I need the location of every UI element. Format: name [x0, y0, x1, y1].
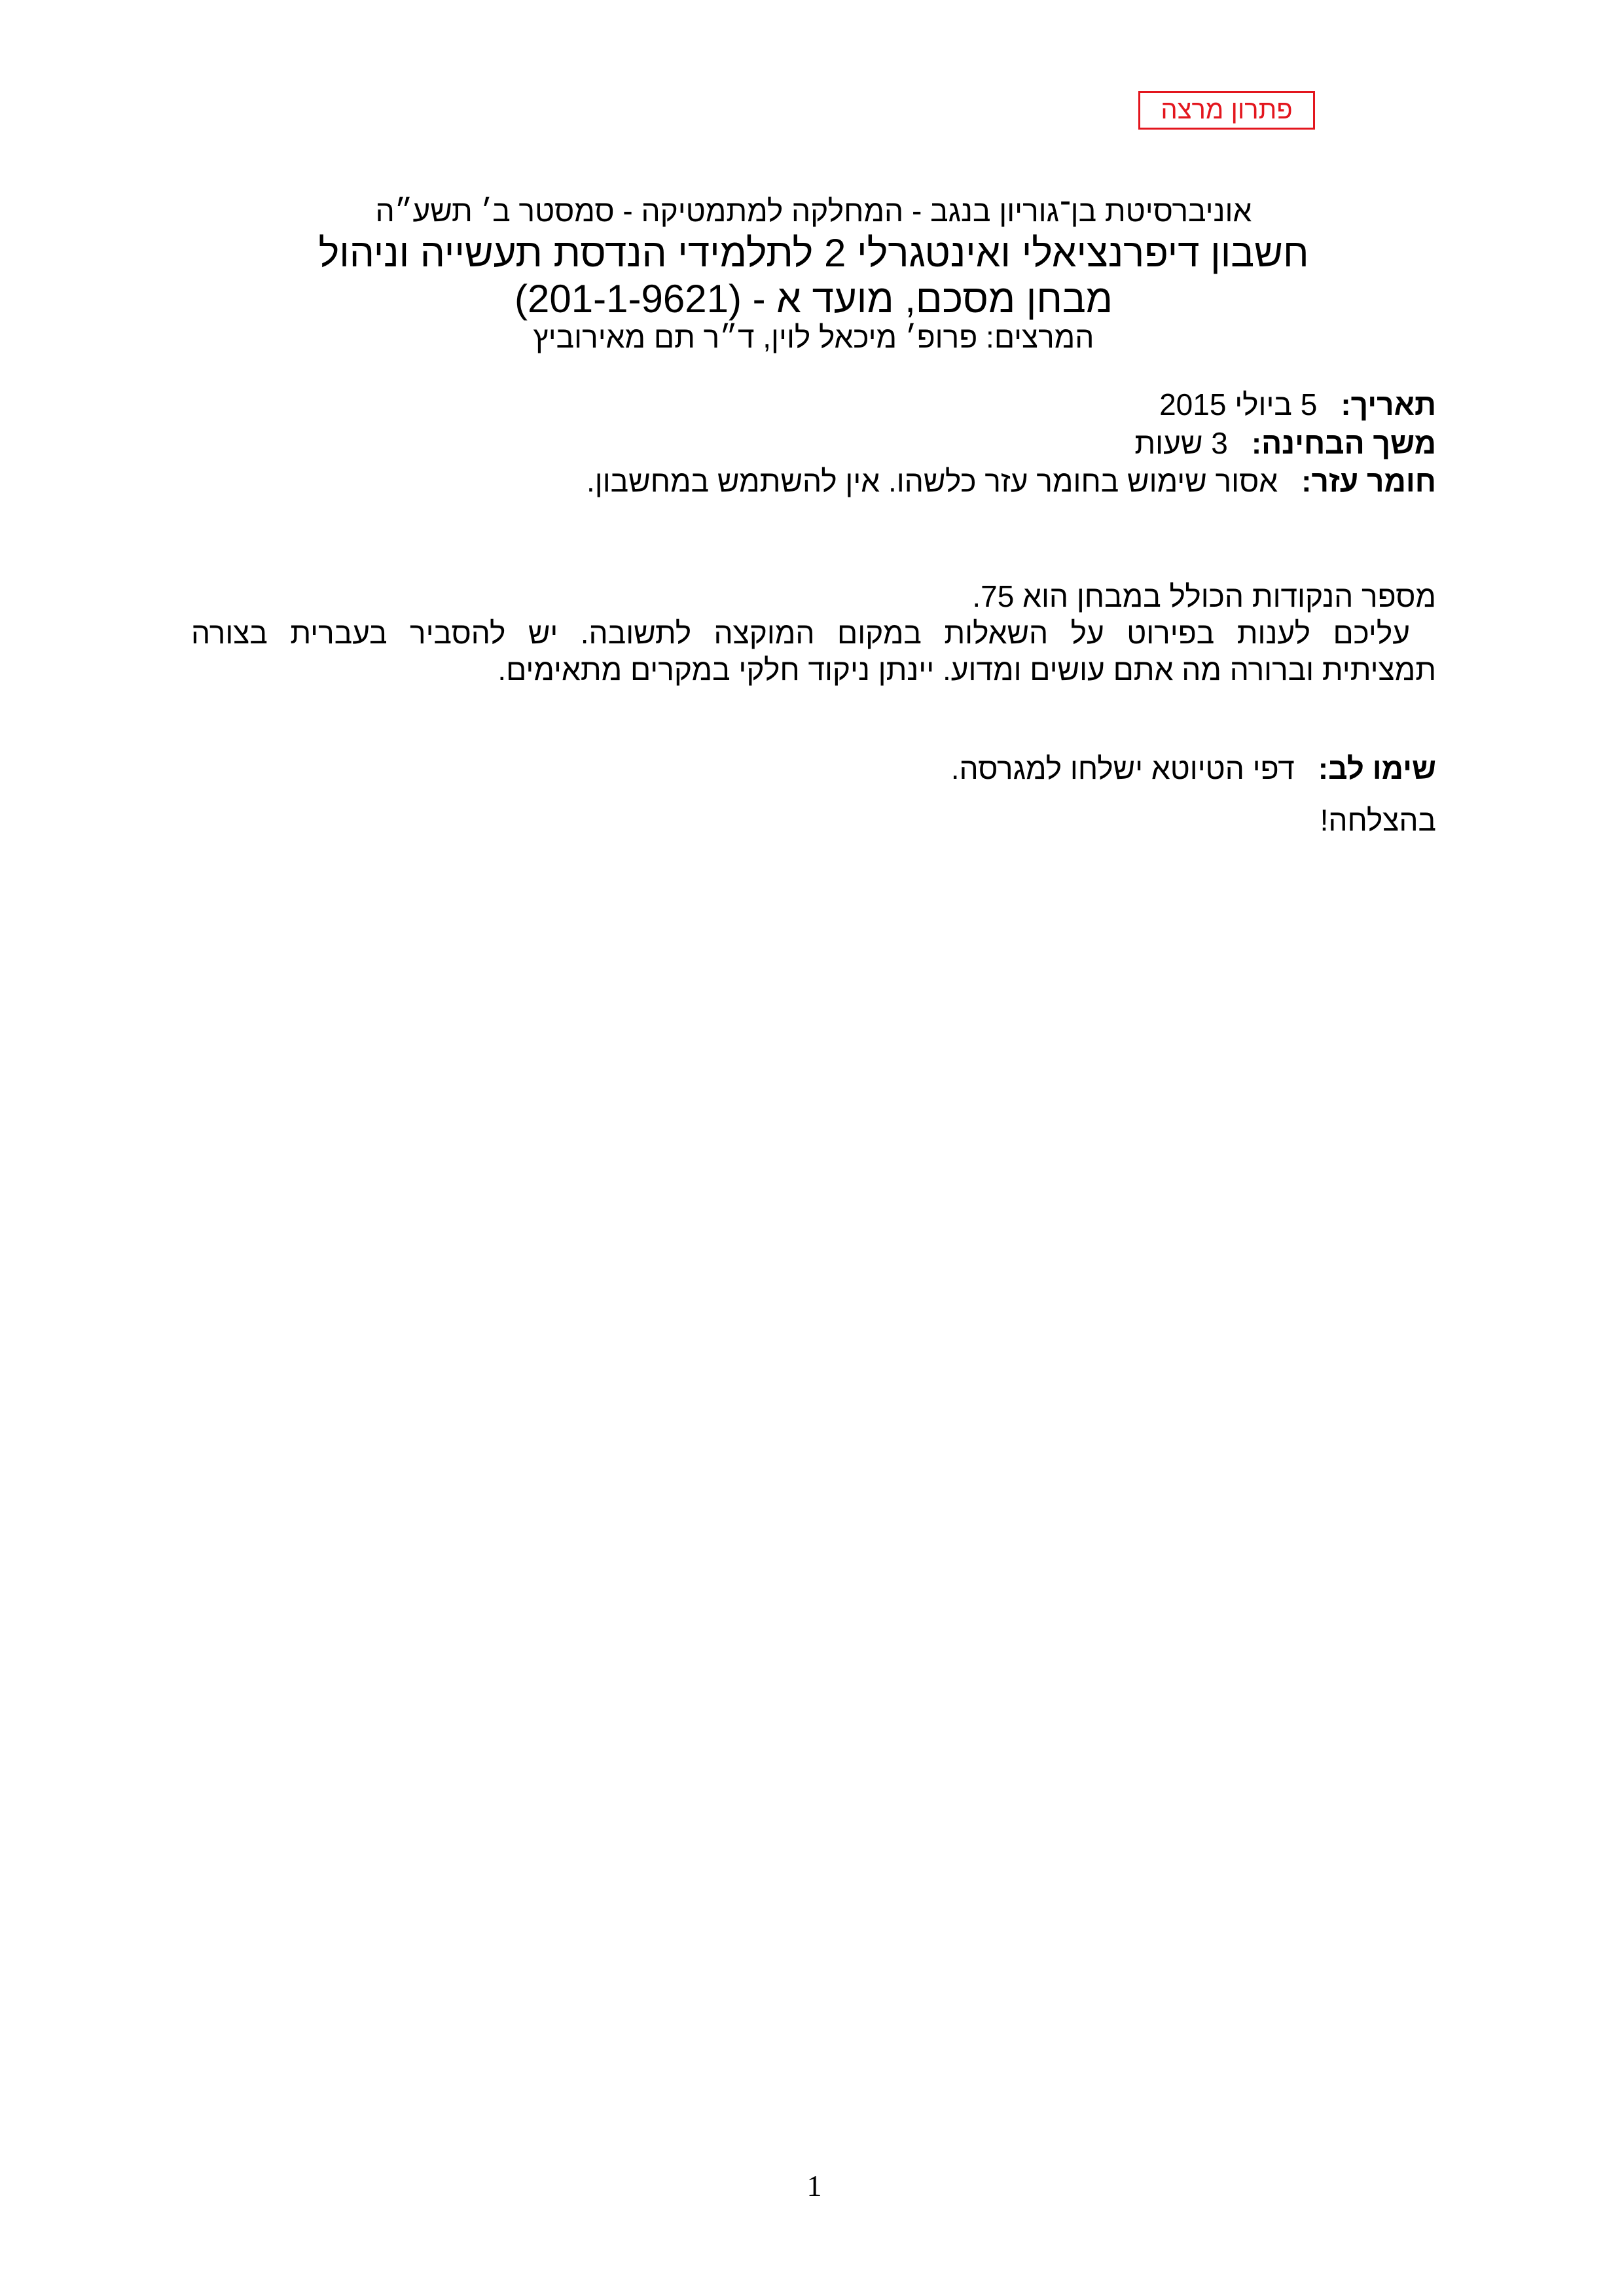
page-number: 1 [806, 2169, 822, 2202]
exam-duration-label: משך הבחינה: [1251, 426, 1436, 460]
exam-date-label: תאריך: [1341, 387, 1436, 422]
notice-label: שימו לב: [1318, 751, 1436, 785]
notice-value: דפי הטיוטא ישלחו למגרסה. [950, 751, 1295, 785]
exam-aids-value: אסור שימוש בחומר עזר כלשהו. אין להשתמש במחשבון. [586, 464, 1278, 498]
exam-date-row [191, 386, 1436, 423]
exam-duration-row [191, 425, 1436, 461]
lecturers-line: המרצים: פרופ׳ מיכאל לוין, ד״ר תם מאירוביץ [533, 320, 1094, 354]
exam-aids-row [191, 463, 1436, 499]
exam-title: (201-1-9621) - מבחן מסכם, מועד א [514, 277, 1113, 321]
closing-line: בהצלחה! [1320, 803, 1436, 837]
notice-row [191, 750, 1436, 787]
course-title: חשבון דיפרנציאלי ואינטגרלי 2 לתלמידי הנדסת תעשייה וניהול [318, 231, 1309, 275]
university-line: אוניברסיטת בן־גוריון בנגב - המחלקה למתמטיקה - סמסטר ב׳ תשע״ה [375, 194, 1252, 228]
stamp-label: פתרון מרצה [1161, 96, 1293, 124]
exam-date-value: 5 ביולי 2015 [1159, 387, 1318, 422]
exam-duration-value: 3 שעות [1134, 426, 1228, 460]
total-points-line: מספר הנקודות הכולל במבחן הוא 75. [972, 579, 1436, 613]
exam-aids-label: חומר עזר: [1301, 464, 1436, 498]
instructions-line-1: עליכם לענות בפירוט על השאלות במקום המוקצה לתשובה. יש להסביר בעברית בצורה [191, 616, 1410, 650]
instructions-line-2: תמציתית וברורה מה אתם עושים ומדוע. יינתן ניקוד חלקי במקרים מתאימים. [497, 653, 1436, 687]
lecturer-solution-stamp [1138, 91, 1315, 130]
